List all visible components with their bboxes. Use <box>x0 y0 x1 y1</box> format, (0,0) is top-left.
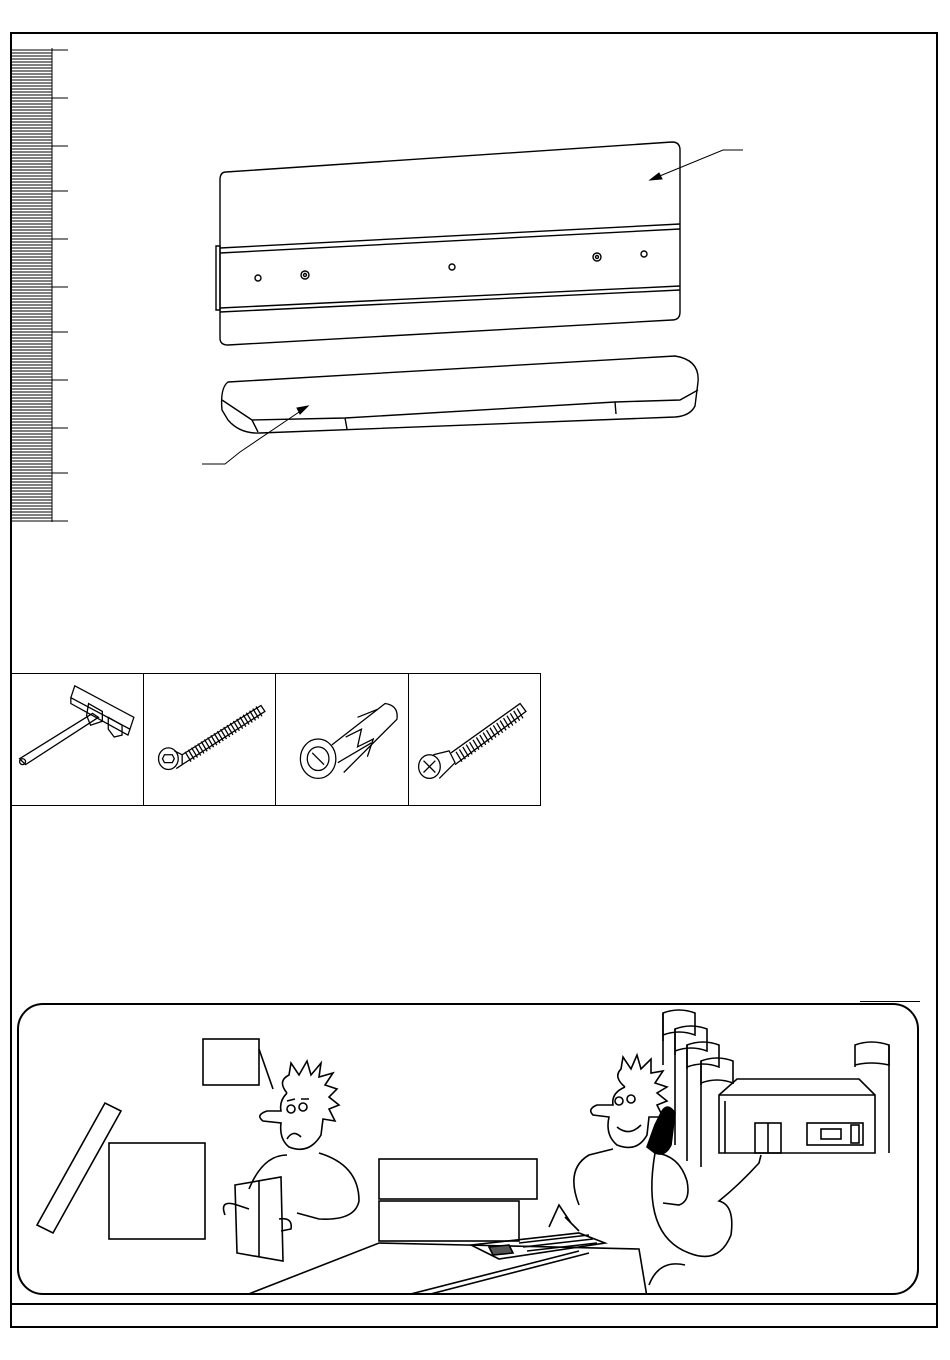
hardware-cell <box>144 674 277 805</box>
shelf-board-icon <box>222 356 699 433</box>
hanging-bracket-icon <box>11 674 143 805</box>
hex-screw-icon <box>144 674 276 805</box>
parts-drawing <box>180 120 800 480</box>
help-illustration <box>17 1003 919 1295</box>
counter-outline <box>241 1243 647 1295</box>
store-icon <box>719 1079 875 1153</box>
hardware-list <box>10 673 541 806</box>
phillips-screw-icon <box>409 674 541 805</box>
phone-man-icon <box>549 1055 761 1285</box>
back-panel-icon <box>216 142 680 345</box>
speech-box-top <box>379 1159 537 1199</box>
hardware-cell <box>409 674 541 805</box>
hardware-cell <box>11 674 144 805</box>
wall-plug-icon <box>276 674 408 805</box>
measuring-ruler-icon <box>10 48 68 524</box>
hardware-cell <box>276 674 409 805</box>
footer-divider <box>10 1303 938 1305</box>
thought-box <box>203 1039 259 1085</box>
parcel-icon <box>109 1143 205 1239</box>
speech-box-bottom <box>379 1201 519 1241</box>
cartoon-top-rule <box>860 1001 920 1002</box>
confused-man-icon <box>224 1061 360 1261</box>
